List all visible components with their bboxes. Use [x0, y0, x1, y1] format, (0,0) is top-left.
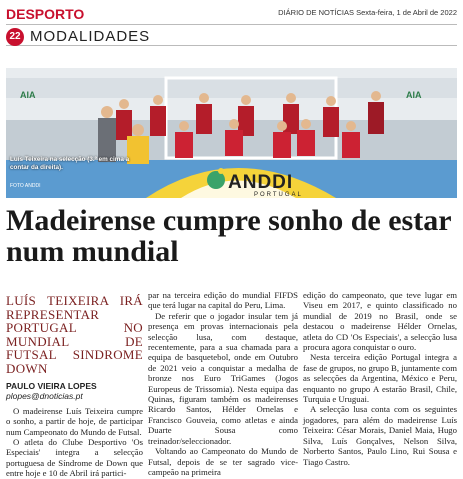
author-name: PAULO VIEIRA LOPES: [6, 381, 97, 391]
paragraph: par na terceira edição do mundial FIFDS que terá lugar na capital do Peru, Lima.: [148, 290, 298, 311]
anddi-logo-text: ANDDI: [228, 172, 294, 193]
author-email[interactable]: plopes@dnoticias.pt: [6, 391, 83, 402]
kicker: LUÍS TEIXEIRA IRÁ REPRESENTAR PORTUGAL NO MUNDIAL DE FUTSAL SINDROME DOWN: [6, 293, 143, 376]
article-column-1: [6, 294, 143, 479]
paragraph: De referir que o jogador insular tem já presença em provas internacionais pela selecção lusa, com destaque, recentemente, para a sua chamada para a equipa de basquetebol, onde em Outubro de 2021 veio a conquistar a medalha de bronze nos Euro TriGames (Jogos Europeus de Trissomia). Nesta equipa das Quinas, figuram também os madeirenses Ricardo Santos, Hélder Ornelas e Francisco Gouveia, como atletas e ainda Duarte Sousa como treinador/seleccionador.: [148, 310, 298, 446]
article-column-3: [303, 290, 457, 467]
paragraph: O madeirense Luís Teixeira cumpre o sonho, a partir de hoje, de participar num Campeonato do Mundo de Futsal.: [6, 405, 143, 437]
anddi-logo-subtext: PORTUGAL: [254, 192, 303, 198]
svg-text:AIA: AIA: [406, 90, 422, 100]
section-title: MODALIDADES: [30, 28, 151, 45]
article-column-2: [148, 290, 298, 477]
paragraph: A selecção lusa conta com os seguintes jogadores, para além do madeirense Luís Teixeira: César Morais, Daniel Maia, Hugo Silva, Luís Gonçalves, Nelson Silva, Norberto Santos, Paulo Lino, Rui Sousa e Tiago Castro.: [303, 404, 457, 467]
page-number: 22: [6, 28, 24, 46]
photo-caption: Luís Teixeira na selecção (3.º em cima a contar da direita).: [10, 156, 130, 171]
photo-credit: FOTO ANDDI: [10, 183, 41, 189]
section-mark: DESPORTO: [6, 6, 85, 22]
paragraph: Voltando ao Campeonato do Mundo de Futsal, depois de se ter sagrado vice-campeão na primeira: [148, 446, 298, 477]
headline: Madeirense cumpre sonho de estar num mundial: [6, 204, 451, 268]
paragraph: edição do campeonato, que teve lugar em Viseu em 2017, e quinto classificado no mundial de 2019 no Brasil, onde se destacou o madeirense Hélder Ornelas, atleta do CD 'Os Especiais', a selecção lusa procura agora conquistar o ouro.: [303, 290, 457, 353]
paragraph: Nesta terceira edição Portugal integra a fase de grupos, no grupo B, juntamente com as selecções da Argentina, México e Peru, enquanto no grupo A estarão Brasil, Chile, Turquia e Uruguai.: [303, 352, 457, 405]
section-bar: [6, 24, 457, 46]
page-header: [6, 6, 457, 20]
paragraph: O atleta do Clube Desportivo 'Os Especiais' integra a selecção portuguesa de Síndrome de Down que entre hoje e 10 de Abril irá partici-: [6, 437, 143, 479]
svg-text:AIA: AIA: [20, 90, 36, 100]
masthead: DIÁRIO DE NOTÍCIAS Sexta-feira, 1 de Abril de 2022: [278, 8, 457, 17]
